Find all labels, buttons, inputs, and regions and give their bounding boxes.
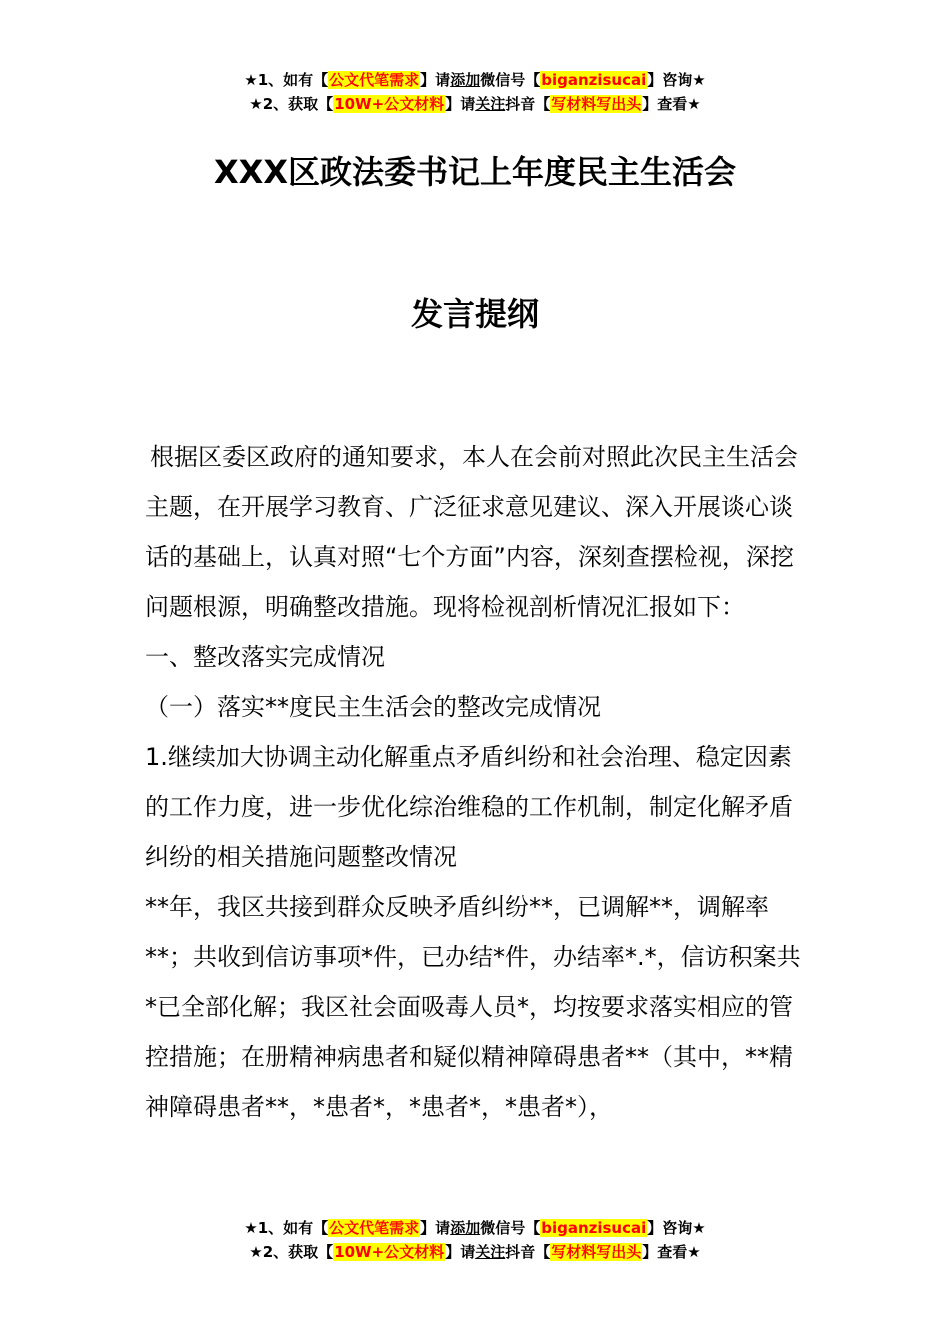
highlight-wechat-id: biganzisucai — [541, 1219, 647, 1237]
underlined-text: 关注 — [475, 1243, 506, 1261]
highlight-materials: 10W+公文材料 — [334, 95, 445, 113]
paragraph-details: **年，我区共接到群众反映矛盾纠纷**，已调解**，调解率**；共收到信访事项*件，已办结*件，办结率*.*，信访积案共*已全部化解；我区社会面吸毒人员*，均按要求落实相应的管控措施；在册精神病患者和疑似精神障碍患者**（其中，**精神障碍患者**，*患者*，*患者*，*患者*）， — [145, 893, 801, 1121]
highlight-wechat-id: biganzisucai — [541, 71, 647, 89]
banner-text: ★1、如有【 — [244, 71, 329, 89]
banner-text: 】请 — [445, 95, 476, 113]
highlight-materials: 10W+公文材料 — [334, 1243, 445, 1261]
banner-text: 】咨询★ — [647, 71, 706, 89]
paragraph-intro: 根据区委区政府的通知要求，本人在会前对照此次民主生活会主题，在开展学习教育、广泛征求意见建议、深入开展谈心谈话的基础上，认真对照“七个方面”内容，深刻查摆检视，深挖问题根源，明确整改措施。现将检视剖析情况汇报如下： — [145, 443, 798, 621]
banner-text: 抖音【 — [505, 1243, 551, 1261]
banner-text: 】查看★ — [642, 95, 701, 113]
banner-text: 】请 — [420, 71, 451, 89]
underlined-text: 添加 — [450, 1219, 481, 1237]
banner-text: 】请 — [445, 1243, 476, 1261]
subsection-heading: （一）落实**度民主生活会的整改完成情况 — [145, 693, 601, 721]
highlight-service: 公文代笔需求 — [329, 1219, 420, 1237]
banner-text: 微信号【 — [480, 1219, 541, 1237]
banner-text: ★2、获取【 — [249, 95, 334, 113]
banner-line-2 — [0, 1240, 950, 1264]
highlight-douyin: 写材料写出头 — [551, 95, 642, 113]
document-title: XXX区政法委书记上年度民主生活会 — [213, 153, 737, 191]
document-body — [145, 432, 810, 1132]
underlined-text: 添加 — [450, 71, 481, 89]
banner-text: ★2、获取【 — [249, 1243, 334, 1261]
banner-line-1 — [0, 68, 950, 92]
item-heading: 1.继续加大协调主动化解重点矛盾纠纷和社会治理、稳定因素的工作力度，进一步优化综治维稳的工作机制，制定化解矛盾纠纷的相关措施问题整改情况 — [145, 743, 793, 871]
highlight-service: 公文代笔需求 — [329, 71, 420, 89]
underlined-text: 关注 — [475, 95, 506, 113]
document-subtitle: 发言提纲 — [410, 295, 539, 333]
banner-line-2 — [0, 92, 950, 116]
header-banner — [0, 68, 950, 116]
banner-line-1 — [0, 1216, 950, 1240]
banner-text: 】查看★ — [642, 1243, 701, 1261]
footer-banner — [0, 1216, 950, 1264]
banner-text: 微信号【 — [480, 71, 541, 89]
section-heading: 一、整改落实完成情况 — [145, 643, 385, 671]
banner-text: 】请 — [420, 1219, 451, 1237]
highlight-douyin: 写材料写出头 — [551, 1243, 642, 1261]
banner-text: 】咨询★ — [647, 1219, 706, 1237]
banner-text: ★1、如有【 — [244, 1219, 329, 1237]
banner-text: 抖音【 — [505, 95, 551, 113]
